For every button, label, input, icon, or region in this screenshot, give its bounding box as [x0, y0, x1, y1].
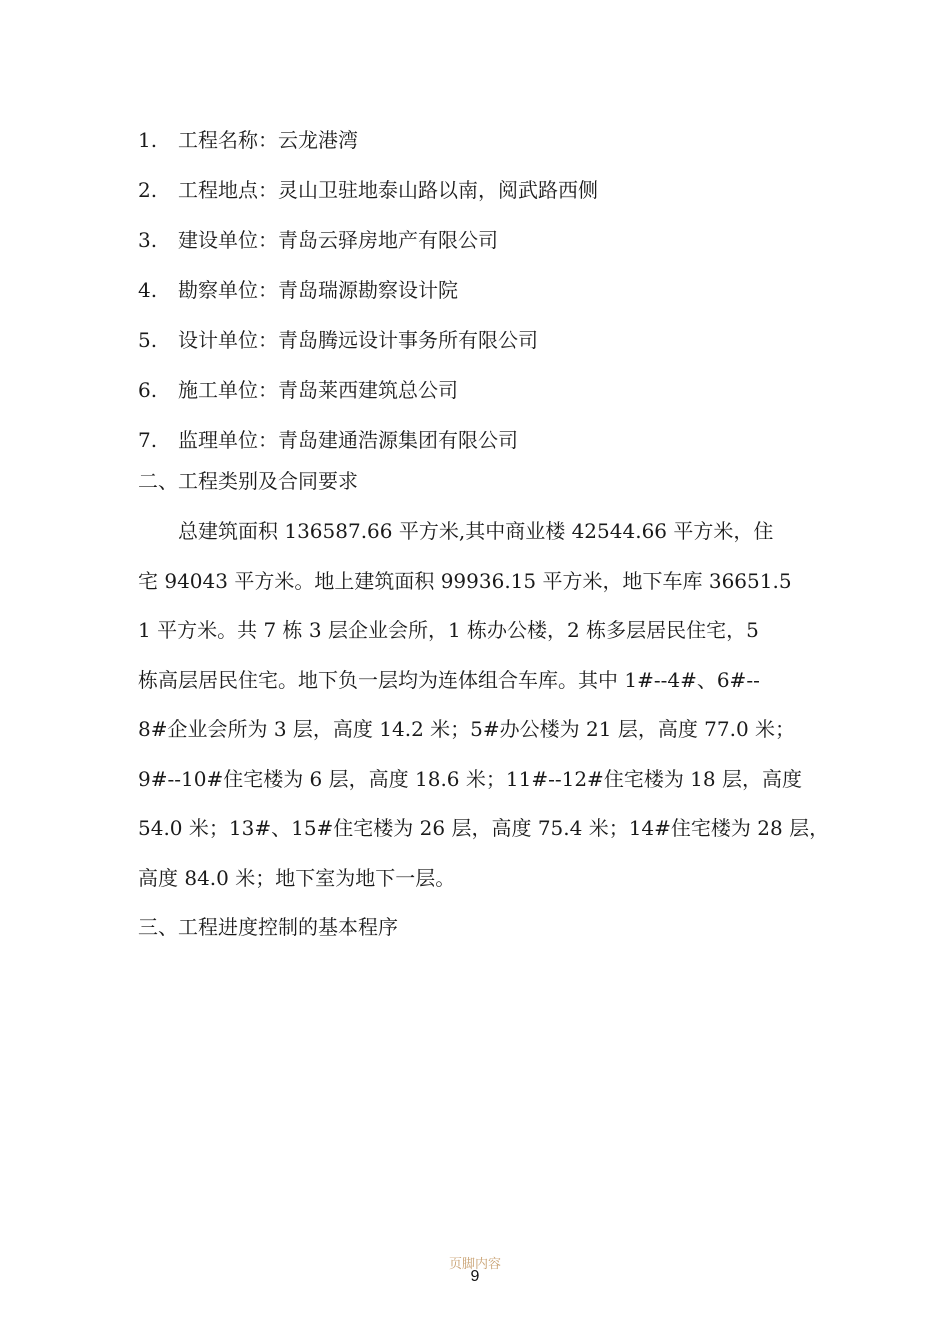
paragraph-line: 9#--10#住宅楼为 6 层，高度 18.6 米；11#--12#住宅楼为 18 层，高度	[138, 766, 802, 791]
list-item-text: 施工单位：青岛莱西建筑总公司	[178, 378, 458, 402]
list-item-number: 1.	[138, 128, 158, 152]
list-item-text: 工程名称：云龙港湾	[178, 128, 358, 152]
list-item-text: 监理单位：青岛建通浩源集团有限公司	[178, 428, 518, 452]
list-item-text: 建设单位：青岛云驿房地产有限公司	[178, 228, 498, 252]
paragraph-line: 54.0 米；13#、15#住宅楼为 26 层，高度 75.4 米；14#住宅楼为 28 层，	[138, 816, 830, 840]
paragraph-line: 栋高层居民住宅。地下负一层均为连体组合车库。其中 1#--4#、6#--	[138, 667, 760, 692]
paragraph-line: 高度 84.0 米；地下室为地下一层。	[138, 865, 456, 890]
section-three-heading: 三、工程进度控制的基本程序	[138, 915, 398, 939]
list-item-text: 工程地点：灵山卫驻地泰山路以南，阅武路西侧	[178, 178, 598, 202]
section-two-paragraph	[138, 515, 838, 911]
list-item-number: 4.	[138, 278, 158, 302]
section-two-heading: 二、工程类别及合同要求	[138, 469, 358, 493]
paragraph-line: 8#企业会所为 3 层，高度 14.2 米；5#办公楼为 21 层，高度 77.0 米；	[138, 717, 796, 741]
paragraph-line: 总建筑面积 136587.66 平方米,其中商业楼 42544.66 平方米，住	[178, 519, 774, 543]
list-item-text: 设计单位：青岛腾远设计事务所有限公司	[178, 328, 538, 352]
list-item-number: 7.	[138, 428, 158, 452]
footer-label: 页脚内容	[448, 1257, 501, 1272]
list-item	[138, 322, 838, 372]
list-item	[138, 122, 838, 172]
list-item-text: 勘察单位：青岛瑞源勘察设计院	[178, 278, 458, 302]
list-item-number: 6.	[138, 378, 158, 402]
list-item	[138, 172, 838, 222]
list-item	[138, 372, 838, 422]
project-info-list	[138, 122, 838, 472]
list-item-number: 3.	[138, 228, 158, 252]
paragraph-line: 宅 94043 平方米。地上建筑面积 99936.15 平方米，地下车库 36651.5	[138, 568, 792, 593]
list-item	[138, 422, 838, 472]
list-item-number: 5.	[138, 328, 158, 352]
list-item-number: 2.	[138, 178, 158, 202]
page-number: 9	[470, 1268, 480, 1285]
list-item	[138, 272, 838, 322]
list-item	[138, 222, 838, 272]
paragraph-line: 1 平方米。共 7 栋 3 层企业会所，1 栋办公楼，2 栋多层居民住宅，5	[138, 618, 759, 642]
